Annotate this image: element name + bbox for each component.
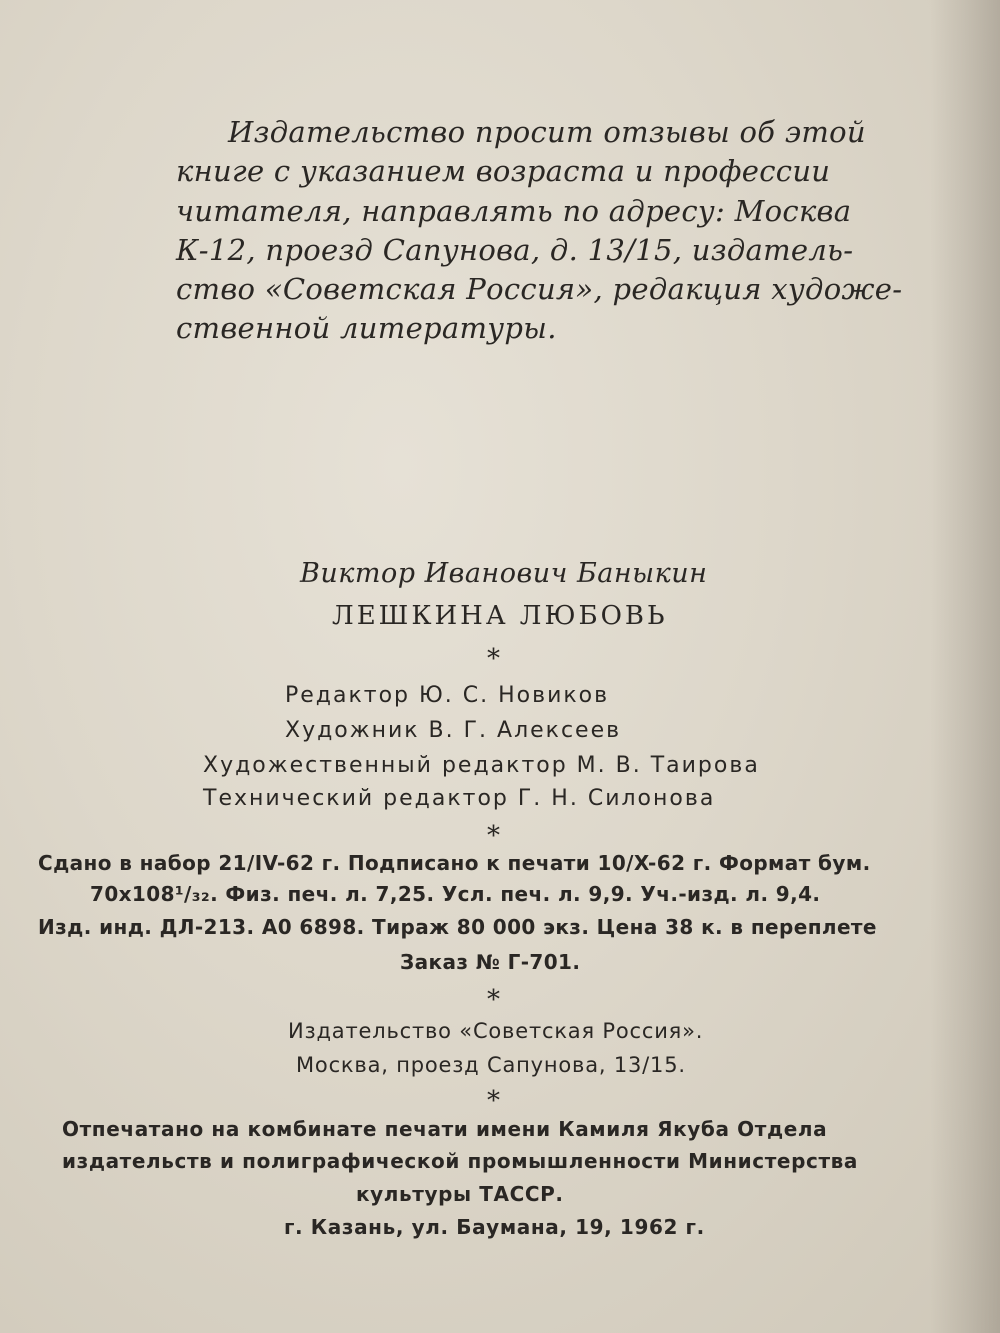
notice-line: читателя, направлять по адресу: Москва <box>176 194 852 228</box>
notice-line: Издательство просит отзывы об этой <box>228 115 866 149</box>
separator-asterisk: * <box>487 985 500 1015</box>
author-name: Виктор Иванович Баныкин <box>300 558 708 589</box>
imprint-line: Заказ № Г-701. <box>400 950 581 974</box>
credit-line: Технический редактор Г. Н. Силонова <box>203 786 716 811</box>
printer-line: г. Казань, ул. Баумана, 19, 1962 г. <box>284 1215 705 1239</box>
notice-line: ственной литературы. <box>176 311 557 345</box>
publisher-line: Москва, проезд Сапунова, 13/15. <box>296 1053 686 1077</box>
printer-line: издательств и полиграфической промышленности Министерства <box>62 1149 858 1173</box>
book-title: ЛЕШКИНА ЛЮБОВЬ <box>332 601 668 631</box>
separator-asterisk: * <box>487 644 500 674</box>
page-edge-shadow <box>930 0 1000 1333</box>
printer-line: Отпечатано на комбинате печати имени Камиля Якуба Отдела <box>62 1117 828 1141</box>
printer-line: культуры ТАССР. <box>356 1182 564 1206</box>
imprint-line: 70x108¹/₃₂. Физ. печ. л. 7,25. Усл. печ. л. 9,9. Уч.-изд. л. 9,4. <box>90 882 821 906</box>
publisher-line: Издательство «Советская Россия». <box>288 1019 704 1043</box>
imprint-line: Изд. инд. ДЛ-213. А0 6898. Тираж 80 000 экз. Цена 38 к. в переплете <box>38 915 877 939</box>
credit-line: Художник В. Г. Алексеев <box>285 718 622 743</box>
notice-line: книге с указанием возраста и профессии <box>176 154 831 188</box>
separator-asterisk: * <box>487 821 500 851</box>
notice-line: ство «Советская Россия», редакция художе- <box>176 272 903 306</box>
credit-line: Редактор Ю. С. Новиков <box>285 683 610 708</box>
imprint-line: Сдано в набор 21/IV-62 г. Подписано к печати 10/X-62 г. Формат бум. <box>38 851 871 875</box>
credit-line: Художественный редактор М. В. Таирова <box>203 753 760 778</box>
separator-asterisk: * <box>487 1086 500 1116</box>
notice-line: К-12, проезд Сапунова, д. 13/15, издатель- <box>176 233 854 267</box>
